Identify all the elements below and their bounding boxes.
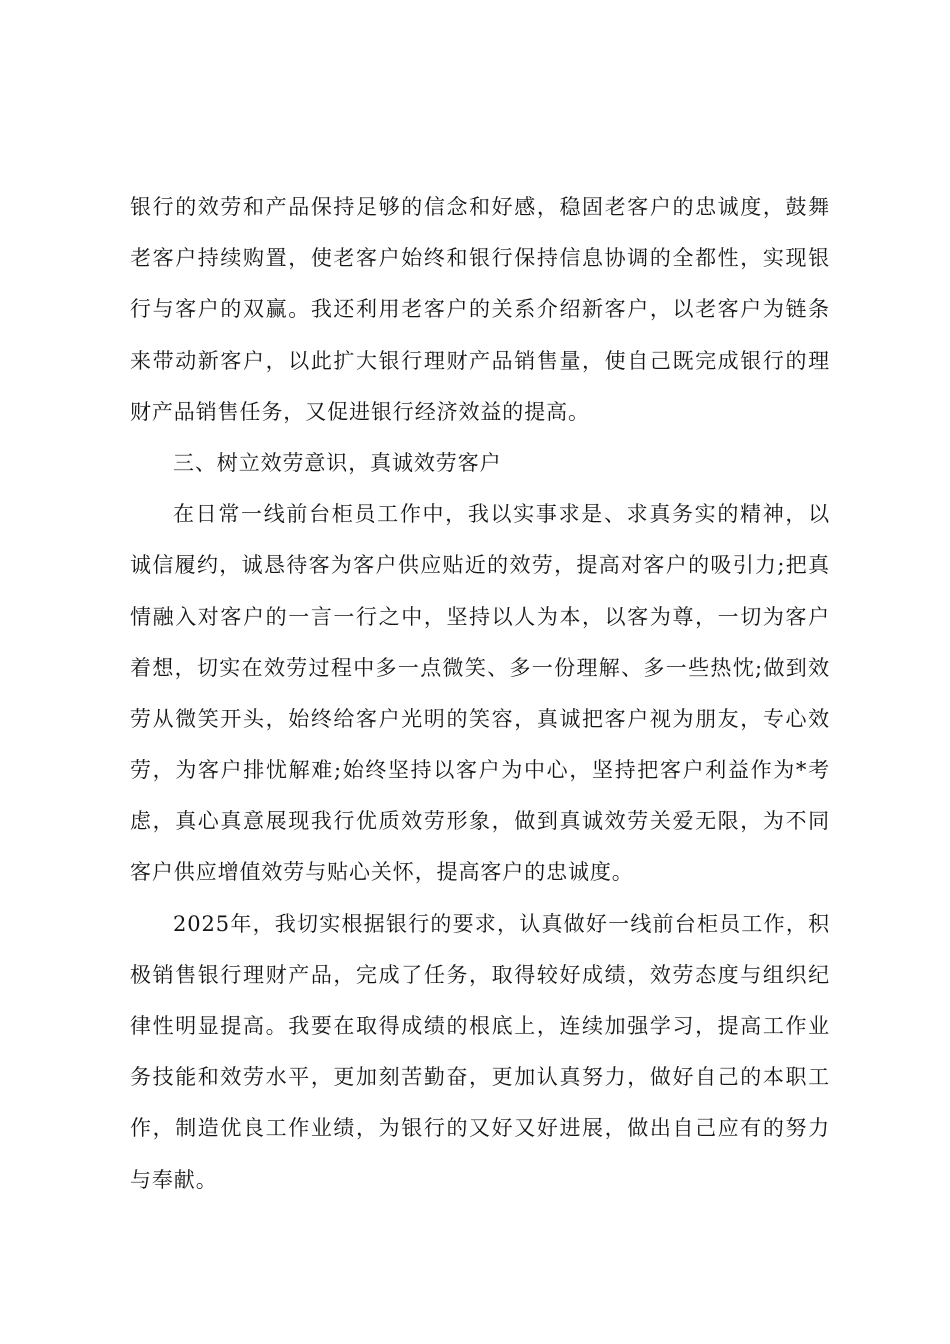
text-line: 2025年，我切实根据银行的要求，认真做好一线前台柜员工作，积 <box>173 911 830 936</box>
text-line: 律性明显提高。我要在取得成绩的根底上，连续加强学习，提高工作业 <box>130 1014 830 1038</box>
text-line: 诚信履约，诚恳待客为客户供应贴近的效劳，提高对客户的吸引力;把真 <box>130 553 830 578</box>
text-line: 客户供应增值效劳与贴心关怀，提高客户的忠诚度。 <box>130 860 634 885</box>
text-line: 来带动新客户，以此扩大银行理财产品销售量，使自己既完成银行的理 <box>130 348 830 373</box>
document-body <box>130 182 830 1206</box>
text-line: 与奉献。 <box>130 1167 218 1192</box>
text-line: 在日常一线前台柜员工作中，我以实事求是、求真务实的精神，以 <box>173 502 830 527</box>
text-line: 虑，真心真意展现我行优质效劳形象，做到真诚效劳关爱无限，为不同 <box>130 809 830 834</box>
text-line: 劳从微笑开头，始终给客户光明的笑容，真诚把客户视为朋友，专心效 <box>130 706 830 731</box>
text-line: 着想，切实在效劳过程中多一点微笑、多一份理解、多一些热忱;做到效 <box>130 655 830 680</box>
text-line: 极销售银行理财产品，完成了任务，取得较好成绩，效劳态度与组织纪 <box>130 962 830 987</box>
text-line: 作，制造优良工作业绩，为银行的又好又好进展，做出自己应有的努力 <box>130 1116 830 1141</box>
text-line: 情融入对客户的一言一行之中，坚持以人为本，以客为尊，一切为客户 <box>130 604 830 629</box>
text-line: 务技能和效劳水平，更加刻苦勤奋，更加认真努力，做好自己的本职工 <box>130 1065 830 1090</box>
text-line: 老客户持续购置，使老客户始终和银行保持信息协调的全都性，实现银 <box>130 246 830 271</box>
text-line: 银行的效劳和产品保持足够的信念和好感，稳固老客户的忠诚度，鼓舞 <box>130 195 830 219</box>
text-line: 劳，为客户排忧解难;始终坚持以客户为中心，坚持把客户利益作为*考 <box>130 758 830 783</box>
section-heading: 三、树立效劳意识，真诚效劳客户 <box>173 450 502 475</box>
text-line: 财产品销售任务，又促进银行经济效益的提高。 <box>130 399 590 424</box>
text-line: 行与客户的双赢。我还利用老客户的关系介绍新客户，以老客户为链条 <box>130 297 830 322</box>
